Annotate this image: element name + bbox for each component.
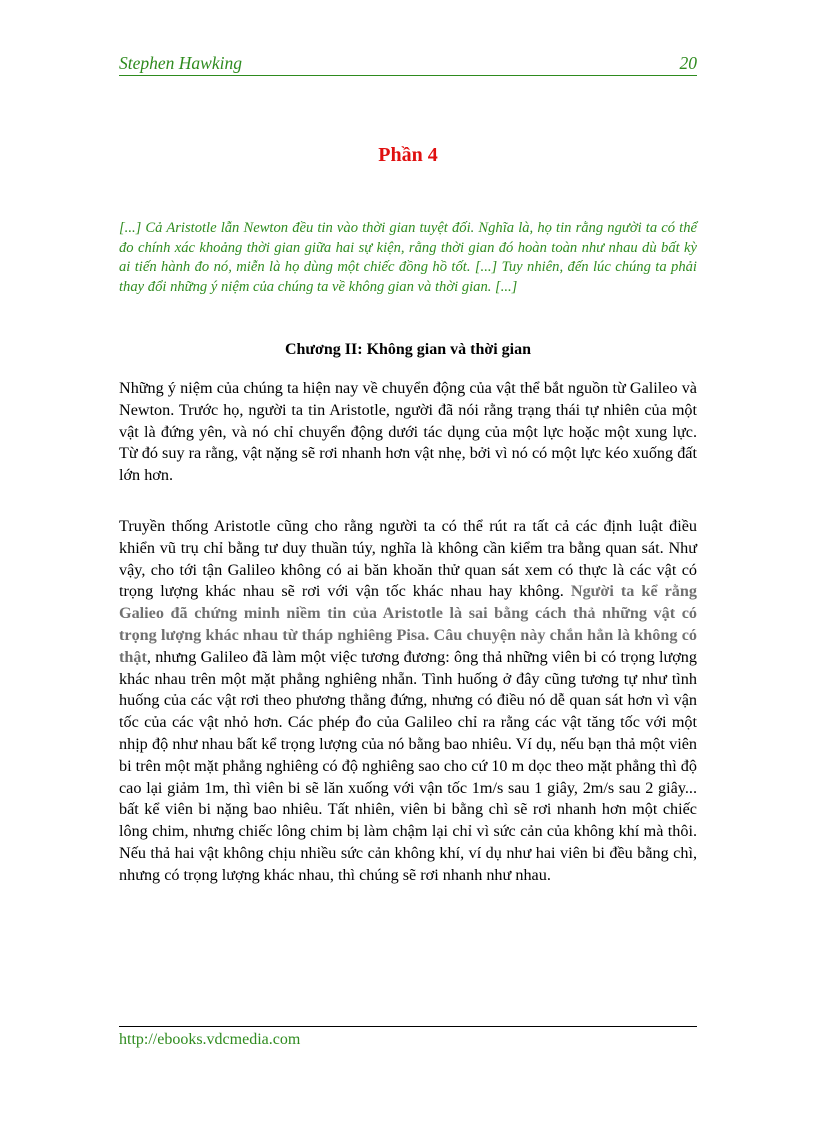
page-header — [119, 53, 697, 76]
paragraph-2-text-end: , nhưng Galileo đã làm một việc tương đương: ông thả những viên bi có trọng lượng khác nhau trên một mặt phẳng nghiêng nhẵn. Tình huống ở đây cũng tương tự như tình huống của các vật rơi theo phương thẳng đứng, nhưng có điều nó dễ quan sát hơn vì vận tốc của các vật nhỏ hơn. Các phép đo của Galileo chỉ ra rằng các vật tăng tốc với một nhịp độ như nhau bất kể trọng lượng của nó bằng bao nhiêu. Ví dụ, nếu bạn thả một viên bi trên một mặt phẳng nghiêng có độ nghiêng sao cho cứ 10 m dọc theo mặt phẳng thì độ cao lại giảm 1m, thì viên bi sẽ lăn xuống với vận tốc 1m/s sau 1 giây, 2m/s sau 2 giây... bất kể viên bi nặng bao nhiêu. Tất nhiên, viên bi bằng chì sẽ rơi nhanh hơn một chiếc lông chim, nhưng chiếc lông chim bị làm chậm lại chỉ vì sức cản của không khí mà thôi. Nếu thả hai vật không chịu nhiều sức cản không khí, ví dụ như hai viên bi đều bằng chì, nhưng có trọng lượng khác nhau, thì chúng sẽ rơi nhanh như nhau. — [119, 647, 697, 884]
chapter-title: Chương II: Không gian và thời gian — [284, 341, 532, 358]
header-page-number: 20 — [679, 53, 697, 73]
body-paragraph-1: Những ý niệm của chúng ta hiện nay về chuyển động của vật thể bắt nguồn từ Galileo và Newton. Trước họ, người ta tin Aristotle, người đã nói rằng trạng thái tự nhiên của một vật là đứng yên, và nó chỉ chuyển động dưới tác dụng của một lực hoặc một xung lực. Từ đó suy ra rằng, vật nặng sẽ rơi nhanh hơn vật nhẹ, bởi vì nó có một lực kéo xuống đất lớn hơn. — [119, 379, 697, 485]
paragraph-2-text-start: Truyền thống Aristotle cũng cho rằng người ta có thể rút ra tất cả các định luật điều khiển vũ trụ chỉ bằng tư duy thuần túy, nghĩa là không cần kiểm tra bằng quan sát. Như vậy, cho tới tận Galileo không có ai băn khoăn thử quan sát xem có thực là các vật có trọng lượng khác nhau sẽ rơi với vận tốc khác nhau hay không. — [119, 517, 697, 601]
highlighted-passage: Người ta kể rằng Galieo đã chứng minh niềm tin của Aristotle là sai bằng cách thả những vật có trọng lượng khác nhau từ tháp nghiêng Pisa. Câu chuyện này chắn hẳn là không có thật — [119, 582, 697, 666]
header-author: Stephen Hawking — [119, 53, 242, 73]
epigraph-quote: [...] Cả Aristotle lẫn Newton đều tin vào thời gian tuyệt đối. Nghĩa là, họ tin rằng người ta có thể đo chính xác khoảng thời gian giữa hai sự kiện, rằng thời gian đó hoàn toàn như nhau dù bất kỳ ai tiến hành đo nó, miễn là họ dùng một chiếc đồng hồ tốt. [...] Tuy nhiên, đến lúc chúng ta phải thay đổi những ý niệm của chúng ta về không gian và thời gian. [...] — [119, 220, 697, 295]
part-title: Phần 4 — [378, 144, 438, 166]
footer-divider — [119, 1026, 697, 1027]
footer-url[interactable]: http://ebooks.vdcmedia.com — [119, 1031, 301, 1048]
body-paragraph-2 — [119, 516, 697, 887]
